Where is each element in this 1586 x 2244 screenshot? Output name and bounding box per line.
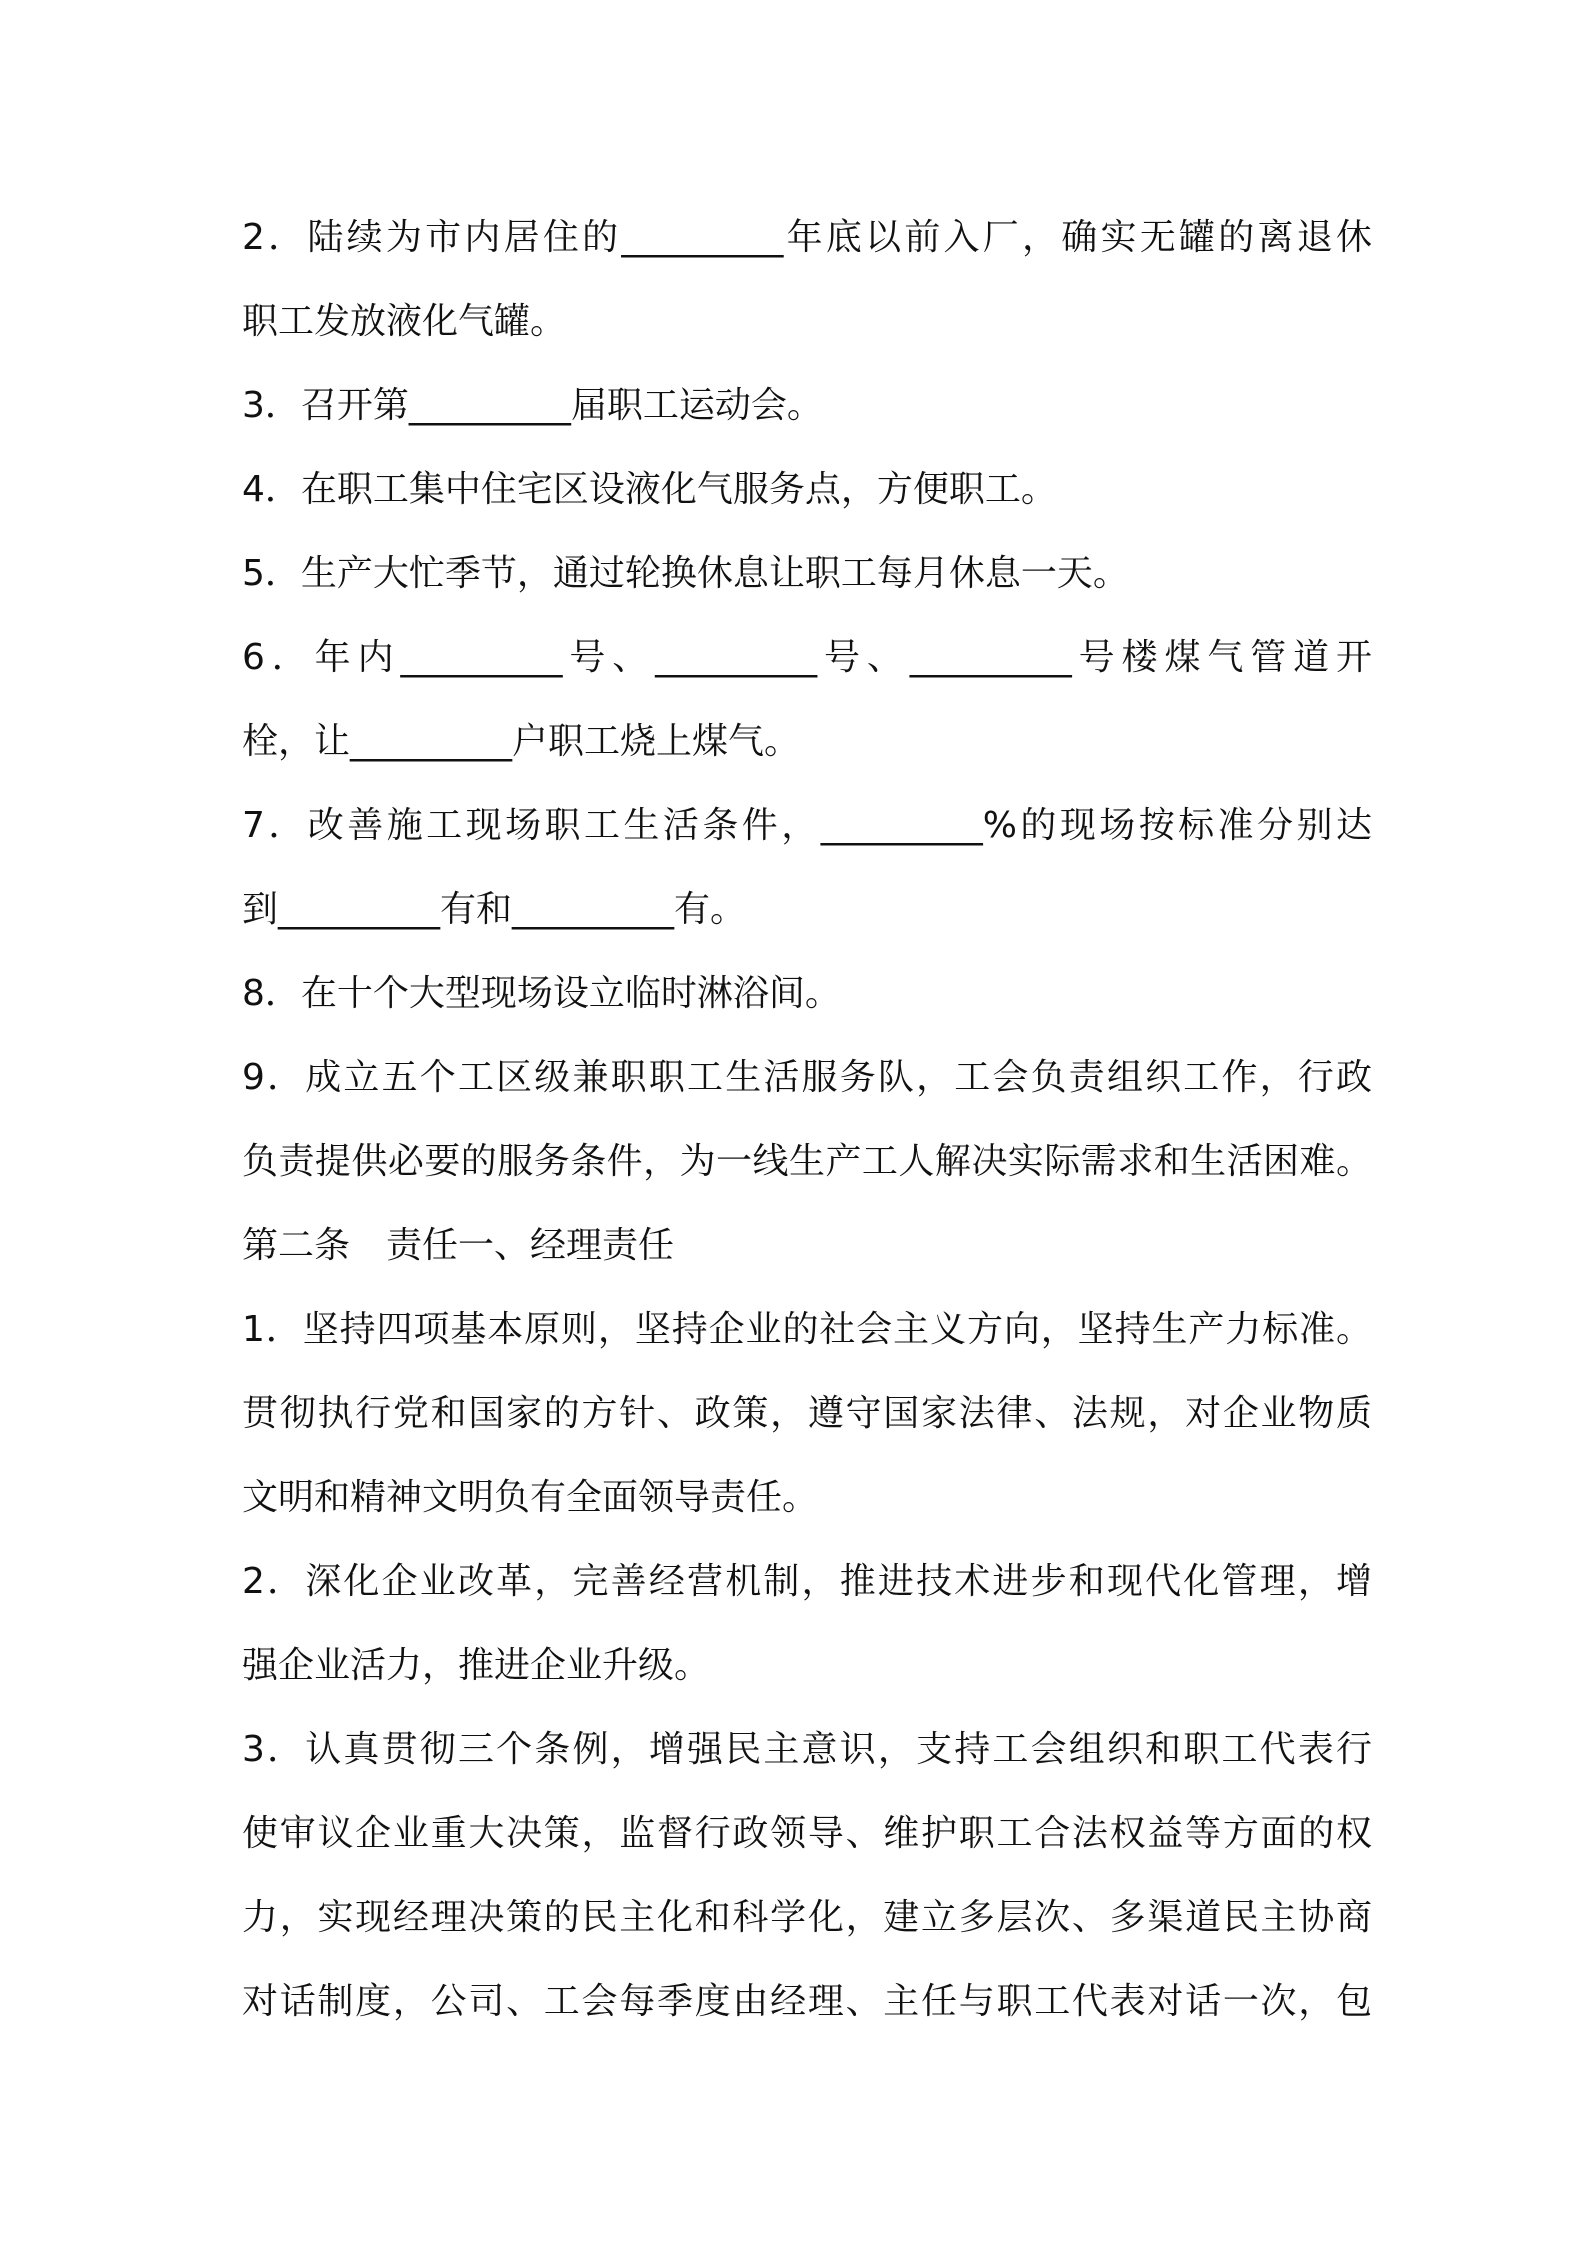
text-line: 贯彻执行党和国家的方针、政策，遵守国家法律、法规，对企业物质 xyxy=(242,1393,1372,1434)
text-line: 对话制度，公司、工会每季度由经理、主任与职工代表对话一次，包 xyxy=(242,1981,1372,2022)
text-line: 1．坚持四项基本原则，坚持企业的社会主义方向，坚持生产力标准。 xyxy=(242,1309,1372,1350)
text-line: 使审议企业重大决策，监督行政领导、维护职工合法权益等方面的权 xyxy=(242,1813,1372,1854)
text-line: 栓，让_________户职工烧上煤气。 xyxy=(242,721,801,762)
text-line: 2．陆续为市内居住的_________年底以前入厂，确实无罐的离退休 xyxy=(242,217,1372,258)
text-line: 3．认真贯彻三个条例，增强民主意识，支持工会组织和职工代表行 xyxy=(242,1729,1372,1770)
text-line: 5．生产大忙季节，通过轮换休息让职工每月休息一天。 xyxy=(242,553,1129,594)
text-line: 7．改善施工现场职工生活条件，_________%的现场按标准分别达 xyxy=(242,805,1372,846)
text-line: 文明和精神文明负有全面领导责任。 xyxy=(242,1477,819,1518)
text-line: 强企业活力，推进企业升级。 xyxy=(242,1645,711,1686)
text-line: 9．成立五个工区级兼职职工生活服务队，工会负责组织工作，行政 xyxy=(242,1057,1372,1098)
text-line: 3．召开第_________届职工运动会。 xyxy=(242,385,823,426)
text-line: 到_________有和_________有。 xyxy=(242,889,747,930)
text-line: 力，实现经理决策的民主化和科学化，建立多层次、多渠道民主协商 xyxy=(242,1897,1372,1938)
text-line: 6．年内_________号、_________号、_________号楼煤气管道开 xyxy=(242,637,1372,678)
text-line: 4．在职工集中住宅区设液化气服务点，方便职工。 xyxy=(242,469,1057,510)
section-heading: 第二条 责任一、经理责任 xyxy=(242,1225,675,1266)
text-line: 负责提供必要的服务条件，为一线生产工人解决实际需求和生活困难。 xyxy=(242,1141,1372,1182)
text-line: 8．在十个大型现场设立临时淋浴间。 xyxy=(242,973,841,1014)
text-line: 2．深化企业改革，完善经营机制，推进技术进步和现代化管理，增 xyxy=(242,1561,1372,1602)
text-line: 职工发放液化气罐。 xyxy=(242,301,567,342)
document-body xyxy=(242,196,1372,2044)
